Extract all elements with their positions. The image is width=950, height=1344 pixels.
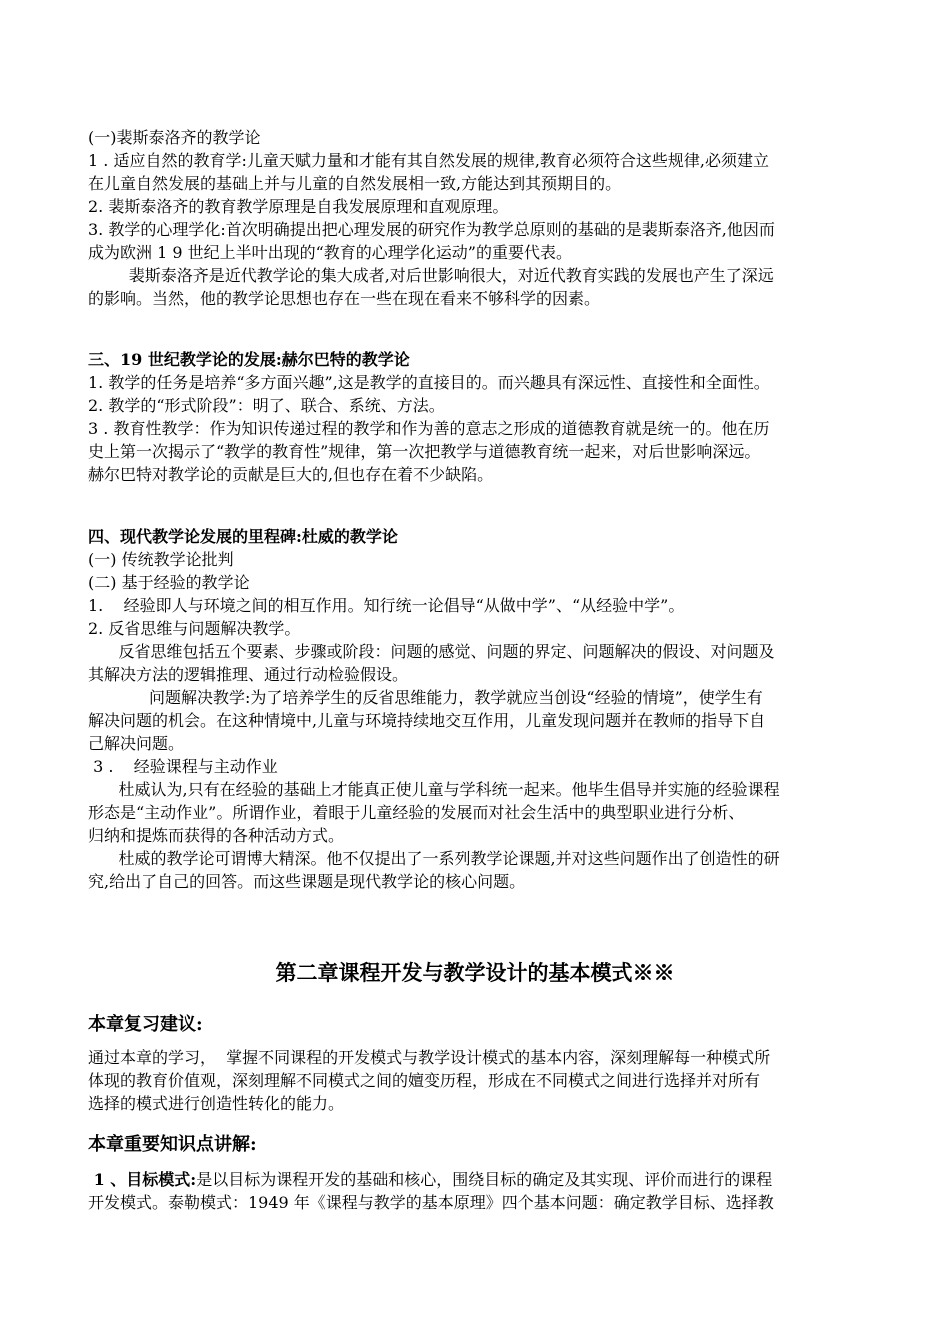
paragraph-line: 赫尔巴特对教学论的贡献是巨大的,但也存在着不少缺陷。 (88, 465, 494, 484)
review-heading: 本章复习建议: (88, 1014, 203, 1035)
item-label: 1 、目标模式: (88, 1170, 197, 1189)
paragraph-line: 开发模式。泰勒模式：1949 年《课程与教学的基本原理》四个基本问题：确定教学目标、选择教 (88, 1193, 774, 1212)
pestalozzi-section (88, 126, 908, 310)
paragraph-line: 通过本章的学习， 掌握不同课程的开发模式与教学设计模式的基本内容，深刻理解每一种模式所 (88, 1048, 771, 1067)
paragraph-line: 反省思维包括五个要素、步骤或阶段：问题的感觉、问题的界定、问题解决的假设、对问题及 (88, 642, 775, 661)
chapter-title: 第二章课程开发与教学设计的基本模式※※ (275, 960, 675, 985)
dewey-section (88, 525, 908, 893)
paragraph-line: 究,给出了自己的回答。而这些课题是现代教学论的核心问题。 (88, 872, 526, 891)
paragraph-line: 形态是“主动作业”。所谓作业，着眼于儿童经验的发展而对社会生活中的典型职业进行分析、 (88, 803, 745, 822)
herbart-section (88, 348, 908, 486)
paragraph-line: 解决问题的机会。在这种情境中,儿童与环境持续地交互作用，儿童发现问题并在教师的指导下自 (88, 711, 766, 730)
paragraph-line: 杜威的教学论可谓博大精深。他不仅提出了一系列教学论课题,并对这些问题作出了创造性的研 (88, 849, 780, 868)
paragraph-line: 成为欧洲 1 9 世纪上半叶出现的“教育的心理学化运动”的重要代表。 (88, 243, 572, 262)
paragraph-line: 杜威认为,只有在经验的基础上才能真正使儿童与学科统一起来。他毕生倡导并实施的经验课程 (88, 780, 780, 799)
paragraph-line: 裴斯泰洛齐是近代教学论的集大成者,对后世影响很大，对近代教育实践的发展也产生了深远 (88, 266, 774, 285)
paragraph-line: (二) 基于经验的教学论 (88, 573, 250, 592)
paragraph-line: 己解决问题。 (88, 734, 185, 753)
paragraph-line: 1. 经验即人与环境之间的相互作用。知行统一论倡导“从做中学”、“从经验中学”。 (88, 596, 685, 615)
paragraph-line: 的影响。当然，他的教学论思想也存在一些在现在看来不够科学的因素。 (88, 289, 601, 308)
paragraph-line: 归纳和提炼而获得的各种活动方式。 (88, 826, 345, 845)
paragraph-line: 史上第一次揭示了“教学的教育性”规律，第一次把教学与道德教育统一起来，对后世影响深远。 (88, 442, 761, 461)
item-text: 是以目标为课程开发的基础和核心，围绕目标的确定及其实现、评价而进行的课程 (196, 1170, 773, 1189)
paragraph-line: 2. 反省思维与问题解决教学。 (88, 619, 301, 638)
paragraph-line: 在儿童自然发展的基础上并与儿童的自然发展相一致,方能达到其预期目的。 (88, 174, 622, 193)
paragraph-line: 1. 教学的任务是培养“多方面兴趣”,这是教学的直接目的。而兴趣具有深远性、直接性和全面性。 (88, 373, 770, 392)
paragraph-line: 选择的模式进行创造性转化的能力。 (88, 1094, 345, 1113)
paragraph-line: 3 . 教育性教学：作为知识传递过程的教学和作为善的意志之形成的道德教育就是统一的。他在历 (88, 419, 770, 438)
section-heading: 三、19 世纪教学论的发展:赫尔巴特的教学论 (88, 350, 410, 369)
paragraph-line: 1 . 适应自然的教育学:儿童天赋力量和才能有其自然发展的规律,教育必须符合这些规律,必须建立 (88, 151, 770, 170)
knowledge-heading: 本章重要知识点讲解: (88, 1134, 257, 1155)
paragraph-line: 2. 裴斯泰洛齐的教育教学原理是自我发展原理和直观原理。 (88, 197, 509, 216)
review-paragraph (88, 1046, 908, 1115)
paragraph-line: 3 . 经验课程与主动作业 (88, 757, 278, 776)
paragraph-line: 其解决方法的逻辑推理、通过行动检验假设。 (88, 665, 409, 684)
paragraph-line: (一) 传统教学论批判 (88, 550, 234, 569)
paragraph-line: 2. 教学的“形式阶段”：明了、联合、系统、方法。 (88, 396, 445, 415)
paragraph-line: 体现的教育价值观，深刻理解不同模式之间的嬗变历程，形成在不同模式之间进行选择并对所有 (88, 1071, 761, 1090)
paragraph-line: 问题解决教学:为了培养学生的反省思维能力，教学就应当创设“经验的情境”，使学生有 (88, 688, 763, 707)
paragraph-line (88, 1168, 908, 1191)
section-heading: 四、现代教学论发展的里程碑:杜威的教学论 (88, 527, 398, 546)
knowledge-paragraph (88, 1168, 908, 1214)
subsection-title: (一)裴斯泰洛齐的教学论 (88, 128, 261, 147)
paragraph-line: 3. 教学的心理学化:首次明确提出把心理发展的研究作为教学总原则的基础的是裴斯泰洛齐,他因而 (88, 220, 775, 239)
